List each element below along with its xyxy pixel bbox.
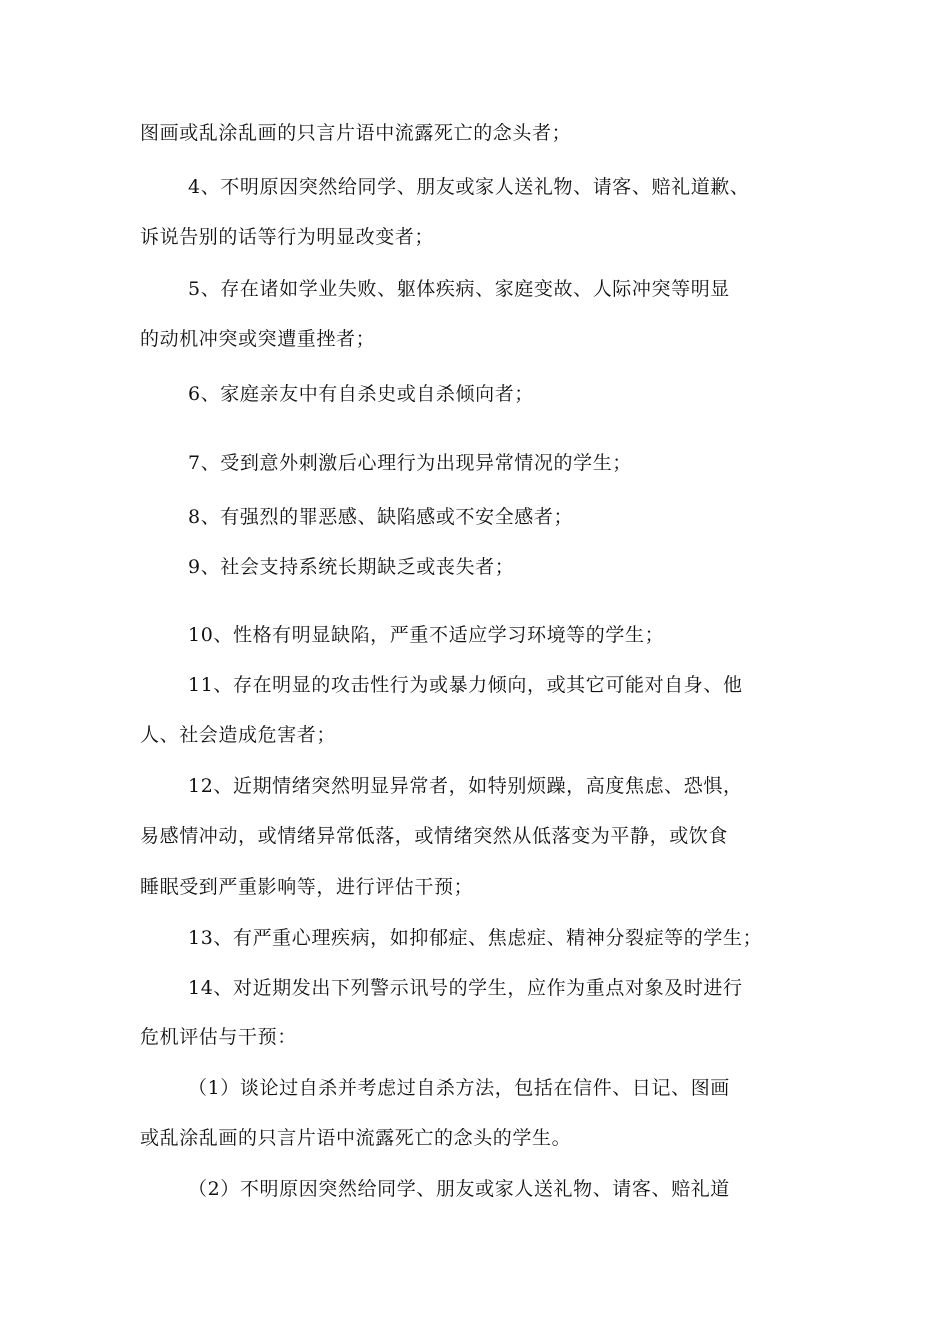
list-item-8: 8、有强烈的罪恶感、缺陷感或不安全感者； xyxy=(188,506,574,528)
list-item-14: 14、对近期发出下列警示讯号的学生，应作为重点对象及时进行 xyxy=(188,977,743,999)
list-item-5: 5、存在诸如学业失败、躯体疾病、家庭变故、人际冲突等明显 xyxy=(188,278,730,300)
text-line: 图画或乱涂乱画的只言片语中流露死亡的念头者； xyxy=(140,122,572,144)
list-item-11: 11、存在明显的攻击性行为或暴力倾向，或其它可能对自身、他 xyxy=(188,674,743,696)
list-item-12: 12、近期情绪突然明显异常者，如特别烦躁，高度焦虑、恐惧， xyxy=(188,775,743,797)
list-item-10: 10、性格有明显缺陷，严重不适应学习环境等的学生； xyxy=(188,624,665,646)
text-line: 诉说告别的话等行为明显改变者； xyxy=(140,226,435,248)
text-line: 人、社会造成危害者； xyxy=(140,724,337,746)
list-item-7: 7、受到意外刺激后心理行为出现异常情况的学生； xyxy=(188,452,632,474)
list-item-4: 4、不明原因突然给同学、朋友或家人送礼物、请客、赔礼道歉、 xyxy=(188,176,750,198)
list-item-6: 6、家庭亲友中有自杀史或自杀倾向者； xyxy=(188,383,534,405)
text-line: 的动机冲突或突遭重挫者； xyxy=(140,328,376,350)
list-item-13: 13、有严重心理疾病，如抑郁症、焦虑症、精神分裂症等的学生； xyxy=(188,927,763,949)
sub-item-2: （2）不明原因突然给同学、朋友或家人送礼物、请客、赔礼道 xyxy=(188,1178,730,1200)
text-line: 易感情冲动，或情绪异常低落，或情绪突然从低落变为平静，或饮食 xyxy=(140,825,729,847)
sub-item-1: （1）谈论过自杀并考虑过自杀方法，包括在信件、日记、图画 xyxy=(188,1077,730,1099)
text-line: 睡眠受到严重影响等，进行评估干预； xyxy=(140,876,474,898)
text-line: 危机评估与干预： xyxy=(140,1026,297,1048)
list-item-9: 9、社会支持系统长期缺乏或丧失者； xyxy=(188,556,515,578)
text-line: 或乱涂乱画的只言片语中流露死亡的念头的学生。 xyxy=(140,1127,572,1149)
